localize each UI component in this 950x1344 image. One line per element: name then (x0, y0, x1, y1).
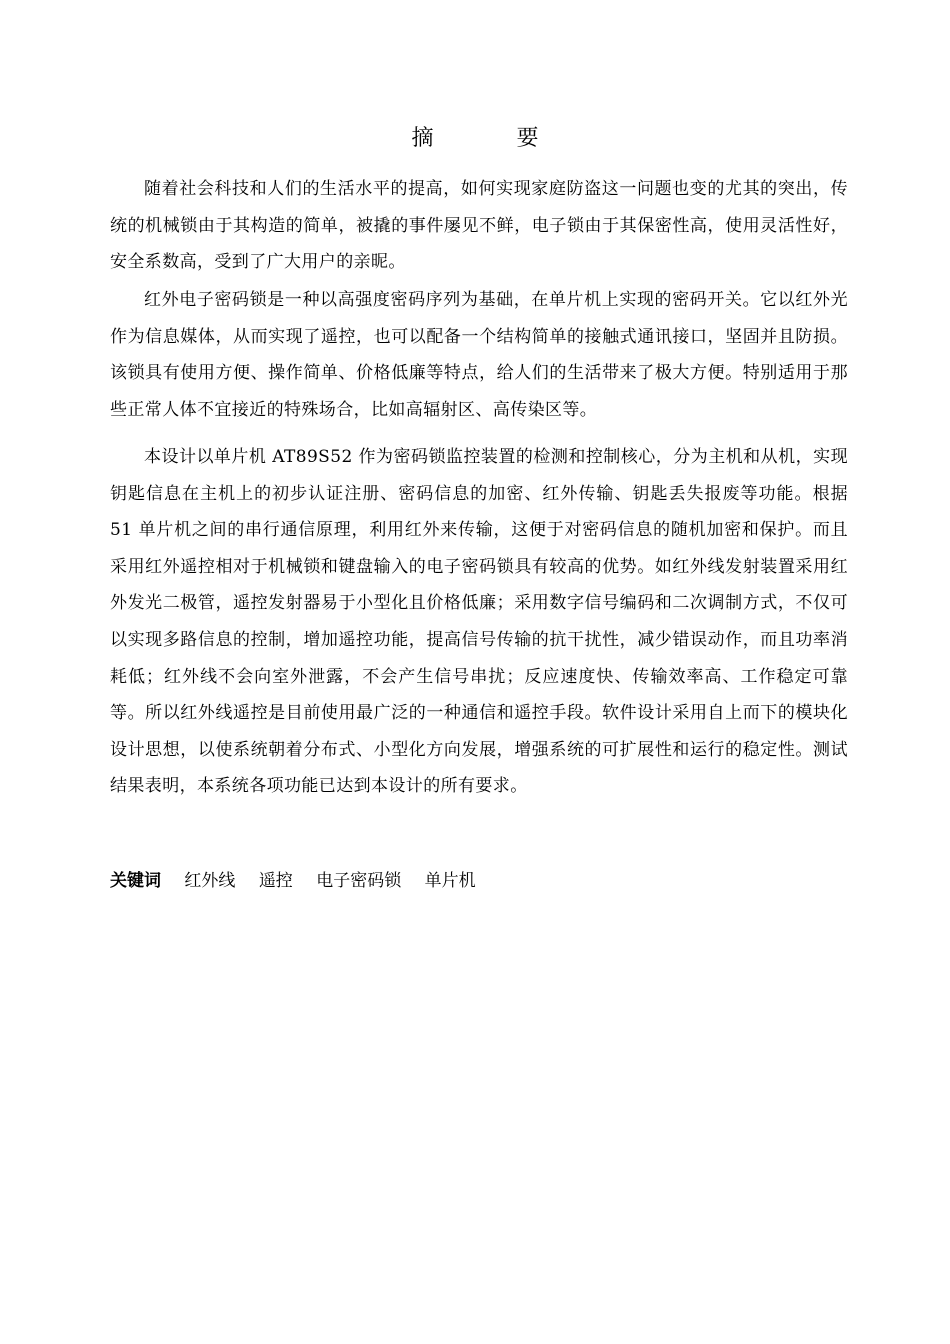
keywords-line (110, 866, 848, 896)
paragraph-text: 随着社会科技和人们的生活水平的提高，如何实现家庭防盗这一问题也变的尤其的突出，传统的机械锁由于其构造的简单，被撬的事件屡见不鲜，电子锁由于其保密性高，使用灵活性好，安全系数高，受到了广大用户的亲昵。 (110, 179, 848, 273)
keyword-item: 遥控 (258, 871, 293, 891)
keyword-item: 电子密码锁 (316, 871, 402, 891)
paragraph-text: 红外电子密码锁是一种以高强度密码序列为基础，在单片机上实现的密码开关。它以红外光作为信息媒体，从而实现了遥控，也可以配备一个结构简单的接触式通讯接口，坚固并且防损。该锁具有使用方便、操作简单、价格低廉等特点，给人们的生活带来了极大方便。特别适用于那些正常人体不宜接近的特殊场合，比如高辐射区、高传染区等。 (110, 290, 848, 420)
abstract-paragraph-2 (110, 282, 848, 428)
abstract-title: 摘 要 (411, 126, 577, 151)
keyword-item: 红外线 (184, 871, 236, 891)
abstract-paragraph-3 (110, 439, 848, 805)
paragraph-text: 本设计以单片机 AT89S52 作为密码锁监控装置的检测和控制核心，分为主机和从机，实现钥匙信息在主机上的初步认证注册、密码信息的加密、红外传输、钥匙丢失报废等功能。根据 51 单片机之间的串行通信原理，利用红外来传输，这便于对密码信息的随机加密和保护。而且采用红外遥控相对于机械锁和键盘输入的电子密码锁具有较高的优势。如红外线发射装置采用红外发光二极管，遥控发射器易于小型化且价格低廉；采用数字信号编码和二次调制方式，不仅可以实现多路信息的控制，增加遥控功能，提高信号传输的抗干扰性，减少错误动作，而且功率消耗低；红外线不会向室外泄露，不会产生信号串扰；反应速度快、传输效率高、工作稳定可靠等。所以红外线遥控是目前使用最广泛的一种通信和遥控手段。软件设计采用自上而下的模块化设计思想，以使系统朝着分布式、小型化方向发展，增强系统的可扩展性和运行的稳定性。测试结果表明，本系统各项功能已达到本设计的所有要求。 (110, 447, 848, 797)
keyword-item: 单片机 (424, 871, 476, 891)
keywords-label: 关键词 (110, 871, 161, 891)
abstract-paragraph-1 (110, 171, 848, 281)
